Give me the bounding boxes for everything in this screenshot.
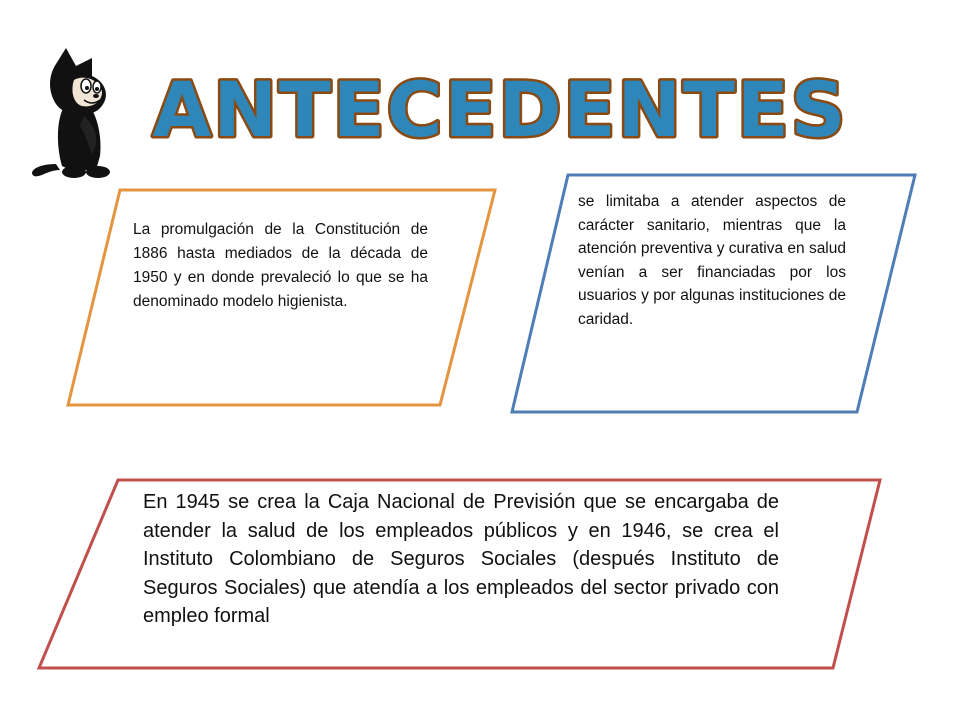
cartoon-cat-icon (26, 46, 136, 196)
box-3-text: En 1945 se crea la Caja Nacional de Previsión que se encargaba de atender la salud de los empleados públicos y en 1946, se crea el Instituto Colombiano de Seguros Sociales (después Instituto de Seguros Sociales) que atendía a los empleados del sector privado con empleo formal (143, 491, 779, 627)
slide-title: ANTECEDENTES (152, 65, 848, 154)
box-2-text: se limitaba a atender aspectos de carácter sanitario, mientras que la atención preventiva y curativa en salud venían a ser financiadas por los usuarios y por algunas instituciones de caridad. (578, 193, 846, 328)
slide-title-graphic (0, 0, 960, 160)
box-1-text: La promulgación de la Constitución de 1886 hasta mediados de la década de 1950 y en donde prevaleció lo que se ha denominado modelo higienista. (133, 221, 428, 310)
